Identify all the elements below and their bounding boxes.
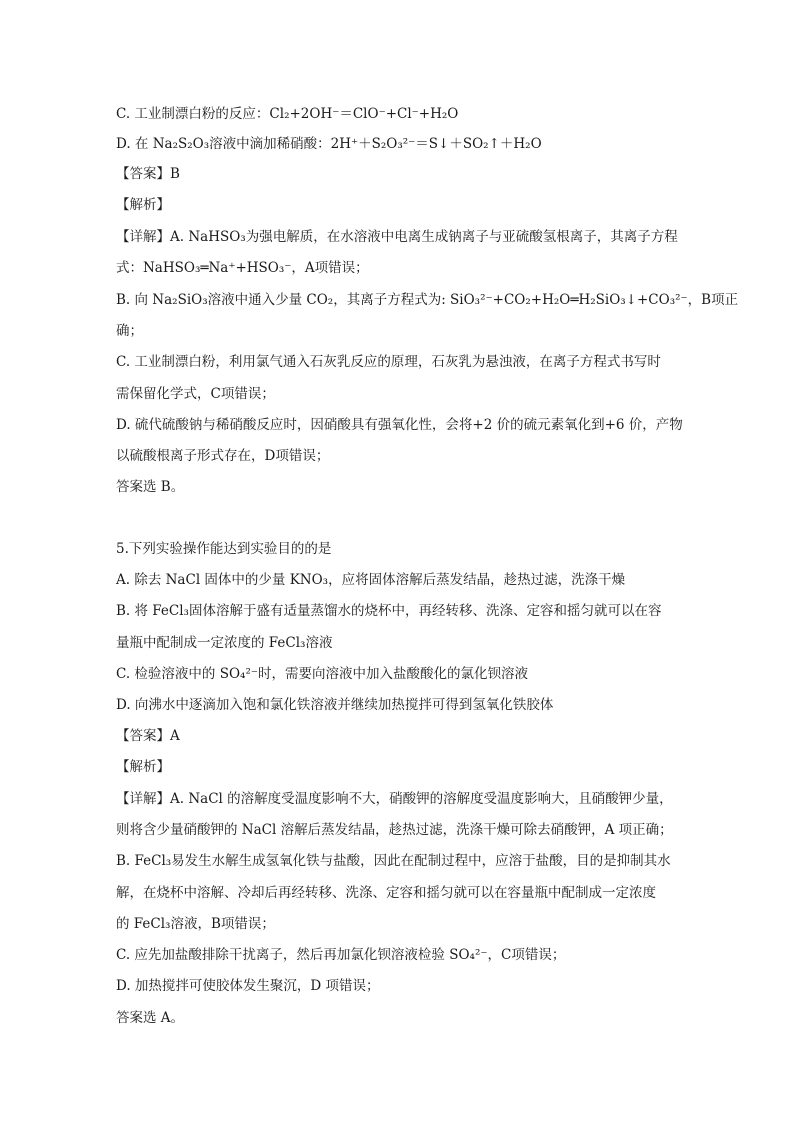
detail-line: 【详解】A. NaCl 的溶解度受温度影响不大，硝酸钾的溶解度受温度影响大，且硝酸钾少量， bbox=[116, 791, 673, 807]
detail-line: 以硫酸根离子形式存在，D项错误； bbox=[116, 448, 330, 464]
answer-label: 【答案】A bbox=[116, 728, 180, 744]
analysis-label: 【解析】 bbox=[116, 759, 170, 775]
analysis-label: 【解析】 bbox=[116, 197, 170, 213]
option-c-line: C. 检验溶液中的 SO₄²⁻时，需要向溶液中加入盐酸酸化的氯化钡溶液 bbox=[116, 666, 528, 682]
detail-line: 式：NaHSO₃═Na⁺+HSO₃⁻，A项错误； bbox=[116, 260, 369, 276]
detail-line: 的 FeCl₃溶液，B项错误； bbox=[116, 916, 275, 932]
detail-line: 解，在烧杯中溶解、冷却后再经转移、洗涤、定容和摇匀就可以在容量瓶中配制成一定浓度 bbox=[116, 885, 656, 901]
detail-line: B. 向 Na₂SiO₃溶液中通入少量 CO₂，其离子方程式为: SiO₃²⁻+CO₂+H₂O═H₂SiO₃↓+CO₃²⁻，B项正 bbox=[116, 292, 739, 308]
option-c-line: C. 工业制漂白粉的反应：Cl₂+2OH⁻＝ClO⁻+Cl⁻+H₂O bbox=[116, 106, 459, 122]
detail-line: 需保留化学式，C项错误； bbox=[116, 386, 275, 402]
option-d-line: D. 在 Na₂S₂O₃溶液中滴加稀硝酸：2H⁺＋S₂O₃²⁻＝S↓＋SO₂↑＋H₂O bbox=[116, 136, 542, 152]
detail-line: D. 硫代硫酸钠与稀硝酸反应时，因硝酸具有强氧化性，会将+2 价的硫元素氧化到+6 价，产物 bbox=[116, 417, 683, 433]
conclusion-line: 答案选 B。 bbox=[116, 479, 185, 495]
detail-line: 确； bbox=[116, 323, 143, 339]
conclusion-line: 答案选 A。 bbox=[116, 1010, 185, 1026]
detail-line: D. 加热搅拌可使胶体发生聚沉，D 项错误； bbox=[116, 978, 380, 994]
option-b-line: 量瓶中配制成一定浓度的 FeCl₃溶液 bbox=[116, 635, 333, 651]
detail-line: B. FeCl₃易发生水解生成氢氧化铁与盐酸，因此在配制过程中，应溶于盐酸，目的是抑制其水 bbox=[116, 853, 671, 869]
answer-label: 【答案】B bbox=[116, 166, 180, 182]
question-title: 5.下列实验操作能达到实验目的的是 bbox=[116, 541, 332, 557]
detail-line: 则将含少量硝酸钾的 NaCl 溶解后蒸发结晶，趁热过滤，洗涤干燥可除去硝酸钾，A 项正确； bbox=[116, 822, 673, 838]
detail-line: C. 应先加盐酸排除干扰离子，然后再加氯化钡溶液检验 SO₄²⁻，C项错误； bbox=[116, 947, 566, 963]
option-d-line: D. 向沸水中逐滴加入饱和氯化铁溶液并继续加热搅拌可得到氢氧化铁胶体 bbox=[116, 697, 554, 713]
detail-line: C. 工业制漂白粉，利用氯气通入石灰乳反应的原理，石灰乳为悬浊液，在离子方程式书写时 bbox=[116, 354, 661, 370]
detail-line: 【详解】A. NaHSO₃为强电解质，在水溶液中电离生成钠离子与亚硫酸氢根离子，其离子方程 bbox=[116, 229, 678, 245]
option-b-line: B. 将 FeCl₃固体溶解于盛有适量蒸馏水的烧杯中，再经转移、洗涤、定容和摇匀就可以在容 bbox=[116, 603, 662, 619]
option-a-line: A. 除去 NaCl 固体中的少量 KNO₃，应将固体溶解后蒸发结晶，趁热过滤，洗涤干燥 bbox=[116, 572, 626, 588]
